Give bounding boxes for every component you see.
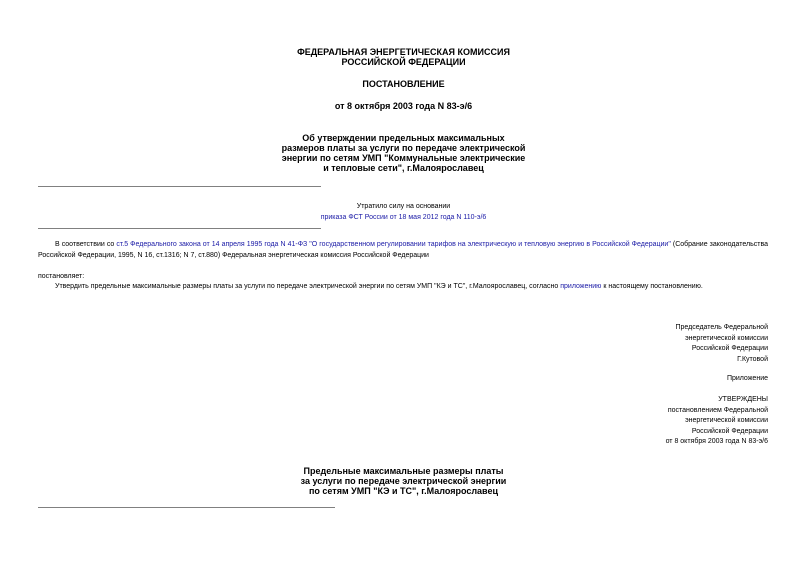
appendix-label-text: Приложение bbox=[726, 375, 768, 382]
appendix-title-line-1: Предельные максимальные размеры платы bbox=[303, 466, 504, 476]
approved-line: постановлением Федеральной bbox=[667, 406, 768, 414]
signature-line: энергетической комиссии bbox=[685, 334, 768, 342]
doc-type-text: ПОСТАНОВЛЕНИЕ bbox=[362, 79, 445, 89]
signature-line: Председатель Федеральной bbox=[675, 324, 768, 331]
approved-line: энергетической комиссии bbox=[685, 417, 768, 424]
status-link[interactable]: приказа ФСТ России от 18 мая 2012 года N 110-э/6 bbox=[320, 214, 487, 221]
divider bbox=[38, 228, 321, 229]
doc-date-text: от 8 октября 2003 года N 83-э/6 bbox=[334, 101, 473, 111]
approved-line: Российской Федерации bbox=[691, 427, 768, 435]
org-name bbox=[0, 47, 807, 67]
appendix-title-line-2: за услуги по передаче электрической энергии bbox=[300, 476, 507, 486]
doc-title-line-1: Об утверждении предельных максимальных bbox=[302, 133, 505, 143]
signature-line: Российской Федерации bbox=[691, 345, 768, 352]
preamble-suffix: (Собрание законодательства Российской Федерации, 1995, N 16, ст.1316; N 7, ст.880) Федеральная энергетическая комиссия Российской Федерации bbox=[38, 241, 768, 259]
resolution-paragraph bbox=[38, 281, 768, 292]
approved-block bbox=[666, 395, 768, 448]
resolution-suffix: к настоящему постановлению. bbox=[601, 283, 703, 290]
doc-type bbox=[0, 79, 807, 89]
signature-block bbox=[675, 323, 768, 365]
appendix-label bbox=[727, 374, 768, 385]
doc-date bbox=[0, 101, 807, 111]
status-line: Утратило силу на основании bbox=[356, 203, 451, 210]
divider bbox=[38, 186, 321, 187]
approved-line: от 8 октября 2003 года N 83-э/6 bbox=[665, 438, 768, 445]
approved-line: УТВЕРЖДЕНЫ bbox=[718, 396, 768, 403]
status-note bbox=[0, 201, 807, 223]
org-name-line-2: РОССИЙСКОЙ ФЕДЕРАЦИИ bbox=[341, 57, 466, 67]
divider bbox=[38, 507, 335, 508]
doc-title-line-3: энергии по сетям УМП "Коммунальные электрические bbox=[281, 153, 526, 163]
doc-title-line-2: размеров платы за услуги по передаче электрической bbox=[281, 143, 526, 153]
doc-title-line-4: и тепловые сети", г.Малоярославец bbox=[323, 163, 484, 173]
resolves-text: постановляет: bbox=[38, 273, 85, 280]
preamble-paragraph bbox=[38, 239, 768, 261]
appendix-title bbox=[0, 466, 807, 496]
org-name-line-1: ФЕДЕРАЛЬНАЯ ЭНЕРГЕТИЧЕСКАЯ КОМИССИЯ bbox=[297, 47, 510, 57]
doc-title bbox=[0, 133, 807, 173]
preamble-prefix: В соответствии со bbox=[55, 241, 117, 248]
law-link[interactable]: ст.5 Федерального закона от 14 апреля 1995 года N 41-ФЗ "О государственном регулировании тарифов на электрическую и тепловую энергию в Российской Федерации" bbox=[116, 241, 671, 248]
appendix-title-line-3: по сетям УМП "КЭ и ТС", г.Малоярославец bbox=[308, 486, 499, 496]
signature-name: Г.Кутовой bbox=[737, 355, 768, 363]
resolution-prefix: Утвердить предельные максимальные размеры платы за услуги по передаче электрической энергии по сетям УМП "КЭ и ТС", г.Малоярославец, согласно bbox=[55, 283, 561, 290]
appendix-link[interactable]: приложению bbox=[560, 283, 602, 290]
